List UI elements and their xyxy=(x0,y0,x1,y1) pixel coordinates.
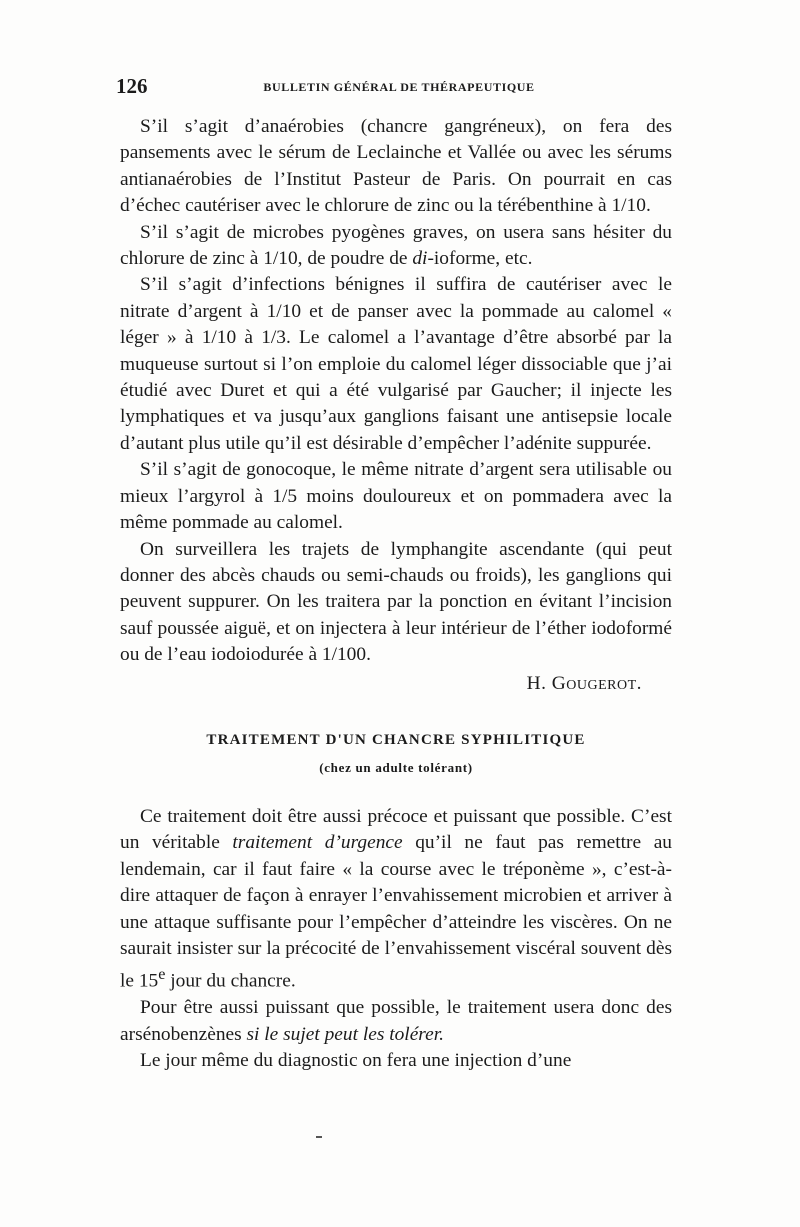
paragraph-text: jour du chancre. xyxy=(165,970,296,992)
paragraph-injection: Le jour même du diagnostic on fera une injection d’une xyxy=(140,1050,572,1072)
page-body xyxy=(120,114,672,1074)
author-signature: H. Gougerot. xyxy=(526,672,642,694)
section-title: TRAITEMENT D'UN CHANCRE SYPHILITIQUE xyxy=(206,731,586,748)
paragraph-anaerobies: S’il s’agit d’anaérobies (chancre gangréneux), on fera des pansements avec le sérum de Leclainche et Vallée ou avec les sérums antianaérobies de l’Institut Pasteur de Paris. On pourrait en cas d’échec cautériser avec le chlorure de zinc ou la térébenthine à 1/10. xyxy=(120,116,672,217)
paragraph-infections-benignes: S’il s’agit d’infections bénignes il suffira de cautériser avec le nitrate d’argent à 1/10 et de panser avec la pommade au calomel « léger » à 1/10 à 1/3. Le calomel a l’avantage d’être absorbé par la muqueuse surtout si l’on emploie du calomel léger dissociable que j’ai étudié avec Duret et qui a été vulgarisé par Gaucher; il injecte les lymphatiques et va jusqu’aux ganglions faisant une antisepsie locale d’autant plus utile qu’il est désirable d’empêcher l’adénite suppurée. xyxy=(120,274,672,454)
paragraph-pyogenes xyxy=(120,220,672,273)
italic-text: di xyxy=(412,248,428,270)
paragraph-text: qu’il ne faut pas remettre au lendemain, car il faut faire « la course avec le tréponème », c’est-à-dire attaquer de façon à enrayer l’envahissement microbien et arriver à une attaque suffisante pour l’empêcher d’atteindre les viscères. On ne saurait insister sur la précocité de l’envahissement viscéral souvent dès le 15 xyxy=(120,832,672,992)
footer-mark xyxy=(316,1136,322,1138)
paragraph-text: Pour être aussi puissant que possible, le traitement usera donc des arsénobenzènes xyxy=(120,997,672,1045)
paragraph-traitement-urgence xyxy=(120,804,672,995)
page-number: 126 xyxy=(116,74,148,98)
paragraph-text: -ioforme, etc. xyxy=(427,248,533,270)
superscript-text: e xyxy=(158,966,166,984)
paragraph-arsenobenzenes xyxy=(120,995,672,1048)
italic-text: traitement d’urgence xyxy=(232,832,403,854)
paragraph-gonocoque: S’il s’agit de gonocoque, le même nitrate d’argent sera utilisable ou mieux l’argyrol à 1/5 moins douloureux et on pommadera avec la même pommade au calomel. xyxy=(120,459,672,534)
paragraph-text: Ce traitement doit être aussi précoce et puissant que possible. C’est un véritable xyxy=(120,805,672,854)
section-subtitle: (chez un adulte tolérant) xyxy=(319,759,473,775)
italic-text: si le sujet peut les tolérer. xyxy=(246,1023,444,1045)
running-title: BULLETIN GÉNÉRAL DE THÉRAPEUTIQUE xyxy=(263,80,535,94)
page-header xyxy=(116,74,682,102)
paragraph-text: S’il s’agit de microbes pyogènes graves, on usera sans hésiter du chlorure de zinc à 1/10, de poudre de xyxy=(120,221,672,270)
paragraph-lymphangite: On surveillera les trajets de lymphangite ascendante (qui peut donner des abcès chauds ou semi-chauds ou froids), les ganglions qui peuvent suppurer. On les traitera par la ponction en évitant l’incision sauf poussée aiguë, et on injectera à leur intérieur de l’éther iodoformé ou de l’eau iodoiodurée à 1/100. xyxy=(120,538,672,666)
section-body xyxy=(120,804,672,1075)
